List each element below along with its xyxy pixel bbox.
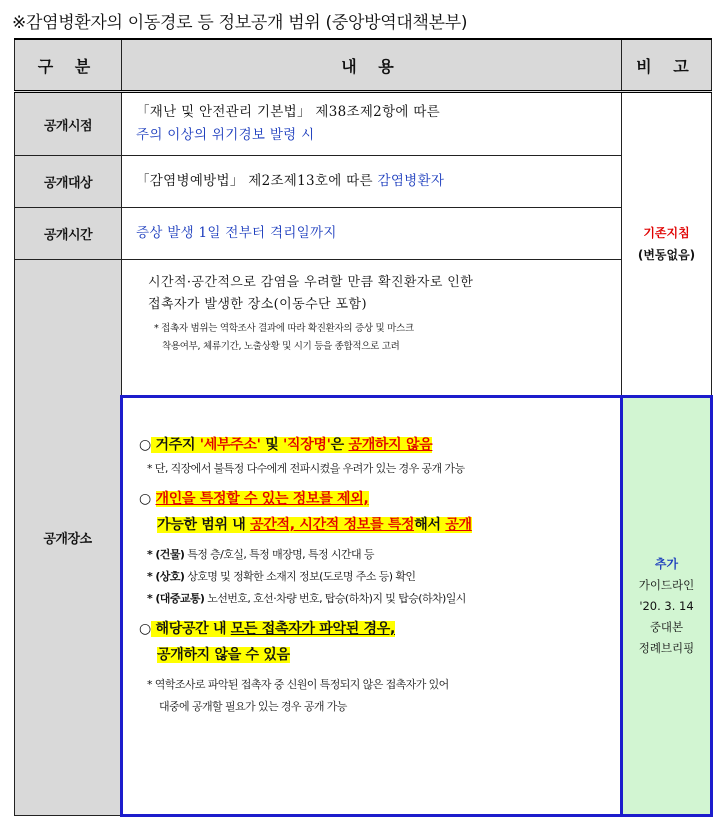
remark-added-4: 정례브리핑 — [638, 640, 695, 655]
sub-business — [139, 566, 606, 588]
scope-text — [122, 260, 621, 318]
period-text: 증상 발생 1일 전부터 격리일까지 — [136, 225, 337, 241]
l3-c: 공개하지 않을 수 있음 — [157, 647, 290, 663]
remark-added — [622, 397, 712, 816]
target-content — [122, 156, 622, 208]
label-place: 공개장소 — [15, 260, 122, 816]
remark-added-title: 추가 — [654, 556, 679, 571]
header-category: 구 분 — [15, 39, 122, 92]
sub-business-label: * (상호) — [147, 570, 185, 583]
l2-a: 개인을 특정할 수 있는 정보를 제외, — [155, 491, 369, 507]
label-timing: 공개시점 — [15, 92, 122, 156]
scope-note — [122, 318, 621, 368]
remark-existing — [622, 92, 712, 397]
row-period — [15, 208, 712, 260]
place-detail-box — [122, 397, 622, 816]
l3-a: 해당공간 내 — [150, 621, 231, 637]
sub-transit-text: 노선번호, 호선·차량 번호, 탑승(하차)지 및 탑승(하차)일시 — [204, 592, 466, 605]
header-remarks: 비 고 — [622, 39, 712, 92]
line-contacts-2 — [139, 642, 606, 668]
timing-text-1: 「재난 및 안전관리 기본법」 제38조제2항에 따른 — [136, 104, 441, 120]
label-target: 공개대상 — [15, 156, 122, 208]
line-personal — [139, 486, 606, 512]
line-personal-2 — [139, 512, 606, 538]
l2-b: 가능한 범위 내 — [157, 517, 251, 533]
sub-building — [139, 544, 606, 566]
circle-1: ○ — [139, 437, 151, 453]
l1-d: '직장명' — [283, 437, 331, 453]
remark-existing-title: 기존지침 — [643, 226, 690, 240]
l1-f: 공개하지 않음 — [348, 437, 433, 453]
remark-added-1: 가이드라인 — [638, 577, 695, 592]
target-text-a: 「감염병예방법」 제2조제13호에 따른 — [136, 173, 378, 189]
l2-d: 해서 — [414, 517, 446, 533]
period-content — [122, 208, 622, 260]
target-text-b: 감염병환자 — [377, 173, 445, 189]
sub-building-text: 특정 층/호실, 특정 매장명, 특정 시간대 등 — [184, 548, 374, 561]
sub-transit — [139, 588, 606, 610]
remark-added-3: 중대본 — [649, 619, 684, 634]
l1-a: 거주지 — [150, 437, 200, 453]
l2-e: 공개 — [445, 517, 472, 533]
disclosure-table — [14, 38, 713, 817]
note-1: * 단, 직장에서 불특정 다수에게 전파시켰을 우려가 있는 경우 공개 가능 — [147, 462, 465, 475]
note-3-1: * 역학조사로 파악된 접촉자 중 신원이 특정되지 않은 접촉자가 있어 — [147, 678, 449, 691]
l2-c: 공간적, 시간적 정보를 특정 — [250, 517, 415, 533]
timing-content — [122, 92, 622, 156]
sub-business-text: 상호명 및 정확한 소재지 정보(도로명 주소 등) 확인 — [184, 570, 416, 583]
place-scope — [122, 260, 622, 397]
scope-note-1: * 접촉자 범위는 역학조사 결과에 따라 확진환자의 증상 및 마스크 — [154, 323, 414, 334]
row-timing — [15, 92, 712, 156]
sub-building-label: * (건물) — [147, 548, 185, 561]
row-target — [15, 156, 712, 208]
note-3-2: 대중에 공개할 필요가 있는 경우 공개 가능 — [159, 700, 347, 713]
scope-text-b: 접촉자가 발생한 장소(이동수단 포함) — [148, 297, 367, 312]
scope-note-2: 착용여부, 체류기간, 노출상황 및 시기 등을 종합적으로 고려 — [162, 341, 400, 352]
l3-b: 모든 접촉자가 파악된 경우, — [230, 621, 395, 637]
page-title: ※감염병환자의 이동경로 등 정보공개 범위 (중앙방역대책본부) — [12, 13, 468, 33]
l1-e: 은 — [330, 437, 349, 453]
l1-b: '세부주소' — [199, 437, 261, 453]
label-period: 공개시간 — [15, 208, 122, 260]
line-contacts — [139, 616, 606, 642]
circle-3: ○ — [139, 621, 151, 637]
l1-c: 및 — [260, 437, 283, 453]
timing-text-2: 주의 이상의 위기경보 발령 시 — [136, 127, 315, 143]
remark-added-2: '20. 3. 14 — [639, 598, 694, 613]
line-address — [139, 418, 606, 458]
header-content: 내 용 — [122, 39, 622, 92]
remark-existing-sub: (변동없음) — [637, 248, 696, 262]
circle-2: ○ — [139, 491, 151, 507]
header-row — [15, 39, 712, 92]
sub-transit-label: * (대중교통) — [147, 592, 205, 605]
scope-text-a: 시간적·공간적으로 감염을 우려할 만큼 확진환자로 인한 — [148, 275, 474, 290]
row-place-scope — [15, 260, 712, 397]
